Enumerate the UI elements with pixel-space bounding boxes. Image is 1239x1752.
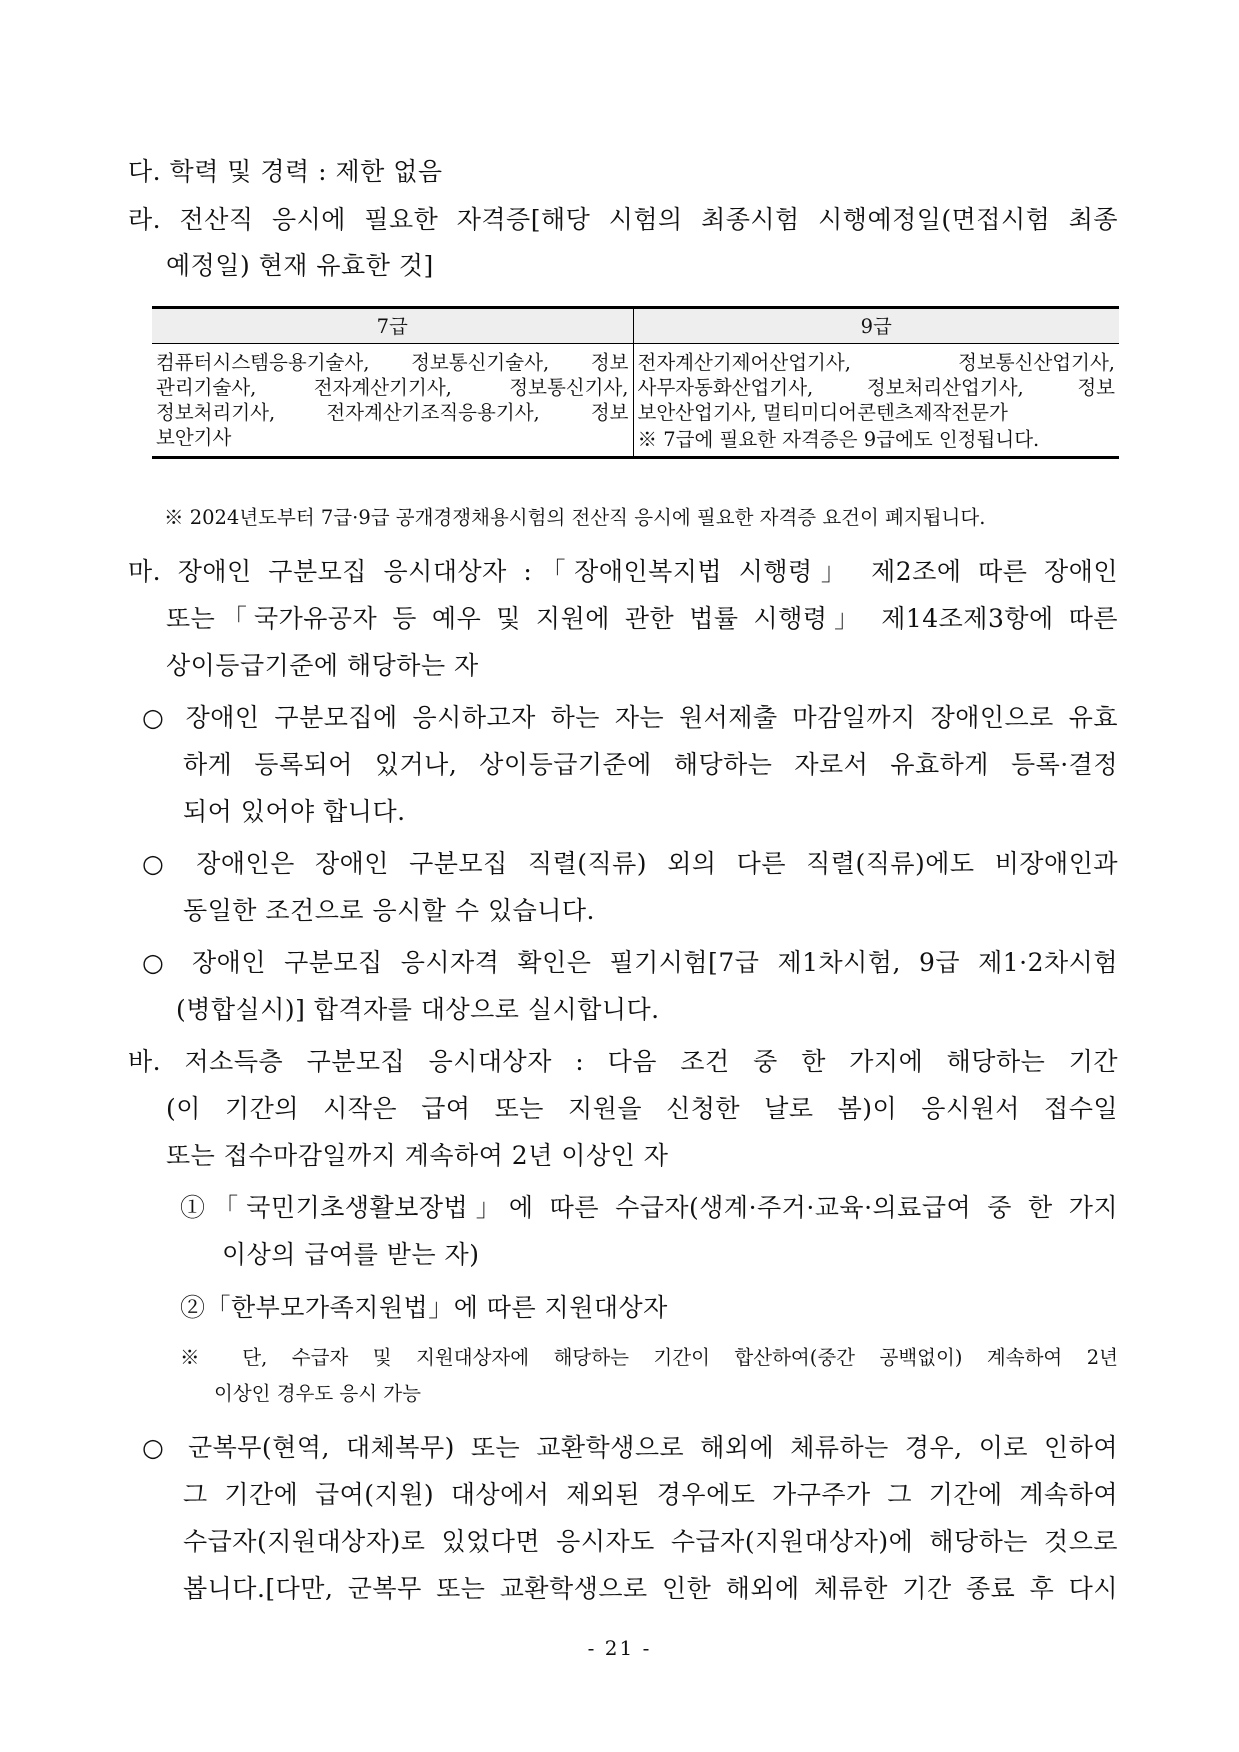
bullet2-line2: 동일한 조건으로 응시할 수 있습니다.: [183, 896, 595, 925]
bullet3-line2: (병합실시)] 합격자를 대상으로 실시합니다.: [176, 995, 660, 1024]
grade7-line: 관리기술사, 전자계산기기사, 정보통신기사,: [156, 376, 629, 399]
bullet1-line2: 하게 등록되어 있거나, 상이등급기준에 해당하는 자로서 유효하게 등록·결정: [183, 750, 1118, 779]
item1-line1: ①「국민기초생활보장법」에 따른 수급자(생계·주거·교육·의료급여 중 한 가지: [180, 1193, 1118, 1222]
section-ba-line1: 바. 저소득층 구분모집 응시대상자 : 다음 조건 중 한 가지에 해당하는 기간: [128, 1047, 1118, 1076]
bullet3-line1: ○ 장애인 구분모집 응시자격 확인은 필기시험[7급 제1차시험, 9급 제1·2차시험: [142, 948, 1118, 977]
grade9-cell: [633, 344, 1119, 458]
certificate-table-header-row: [152, 308, 1119, 344]
certificate-table: [152, 306, 1119, 459]
item1-line2: 이상의 급여를 받는 자): [222, 1240, 480, 1269]
bullet4-line2: 그 기간에 급여(지원) 대상에서 제외된 경우에도 가구주가 그 기간에 계속하여: [183, 1480, 1118, 1509]
note-2024: ※ 2024년도부터 7급·9급 공개경쟁채용시험의 전산직 응시에 필요한 자격증 요건이 폐지됩니다.: [164, 506, 986, 529]
certificate-table-body-row: [152, 344, 1119, 458]
grade7-line: 컴퓨터시스템응용기술사, 정보통신기술사, 정보: [156, 351, 629, 374]
section-ma-line2: 또는「국가유공자 등 예우 및 지원에 관한 법률 시행령」 제14조제3항에 따른: [166, 604, 1118, 633]
bullet2-line1: ○ 장애인은 장애인 구분모집 직렬(직류) 외의 다른 직렬(직류)에도 비장애인과: [142, 849, 1118, 878]
bullet1-line1: ○ 장애인 구분모집에 응시하고자 하는 자는 원서제출 마감일까지 장애인으로 유효: [142, 703, 1118, 732]
section-ma-line1: 마. 장애인 구분모집 응시대상자 :「장애인복지법 시행령」 제2조에 따른 장애인: [128, 557, 1118, 586]
section-ba-line3: 또는 접수마감일까지 계속하여 2년 이상인 자: [166, 1141, 669, 1170]
bullet4-line3: 수급자(지원대상자)로 있었다면 응시자도 수급자(지원대상자)에 해당하는 것으로: [183, 1527, 1118, 1556]
page-number: - 21 -: [587, 1636, 652, 1660]
section-ra-line1: 라. 전산직 응시에 필요한 자격증[해당 시험의 최종시험 시행예정일(면접시험 최종: [128, 205, 1118, 234]
section-ra-line2: 예정일) 현재 유효한 것]: [166, 251, 434, 280]
grade9-line: 보안산업기사, 멀티미디어콘텐츠제작전문가: [637, 401, 1008, 424]
grade9-line: 사무자동화산업기사, 정보처리산업기사, 정보: [637, 376, 1115, 399]
header-grade7: 7급: [152, 308, 633, 344]
grade9-note: ※ 7급에 필요한 자격증은 9급에도 인정됩니다.: [637, 428, 1040, 451]
note-sum-line2: 이상인 경우도 응시 가능: [214, 1382, 421, 1405]
bullet4-line1: ○ 군복무(현역, 대체복무) 또는 교환학생으로 해외에 체류하는 경우, 이로 인하여: [142, 1433, 1118, 1462]
grade9-line: 전자계산기제어산업기사, 정보통신산업기사,: [637, 351, 1115, 374]
section-da: 다. 학력 및 경력 : 제한 없음: [128, 157, 443, 186]
grade7-line: 보안기사: [156, 426, 232, 449]
bullet4-line4: 봅니다.[다만, 군복무 또는 교환학생으로 인한 해외에 체류한 기간 종료 후 다시: [183, 1574, 1118, 1603]
section-ma-line3: 상이등급기준에 해당하는 자: [166, 651, 479, 680]
grade7-cell: [152, 344, 633, 458]
section-ba-line2: (이 기간의 시작은 급여 또는 지원을 신청한 날로 봄)이 응시원서 접수일: [166, 1094, 1118, 1123]
grade7-line: 정보처리기사, 전자계산기조직응용기사, 정보: [156, 401, 629, 424]
bullet1-line3: 되어 있어야 합니다.: [183, 797, 406, 826]
note-sum-line1: ※ 단, 수급자 및 지원대상자에 해당하는 기간이 합산하여(중간 공백없이) 계속하여 2년: [180, 1346, 1118, 1369]
item2-line1: ②「한부모가족지원법」에 따른 지원대상자: [180, 1293, 668, 1322]
header-grade9: 9급: [633, 308, 1119, 344]
